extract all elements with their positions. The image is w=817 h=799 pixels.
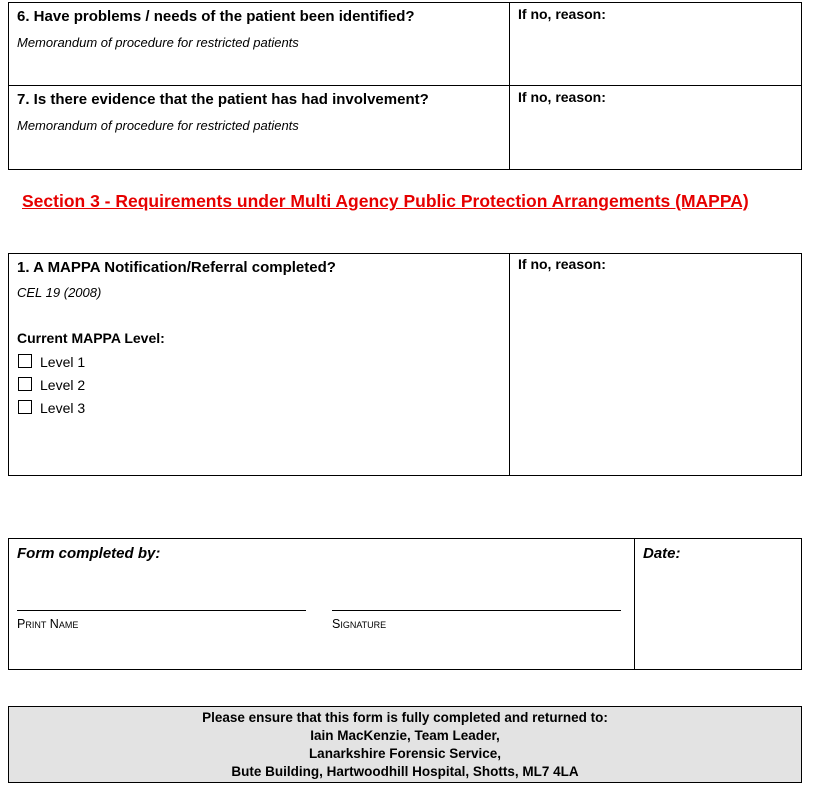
signature-line[interactable] bbox=[332, 610, 621, 611]
footer-instruction: Please ensure that this form is fully completed and returned to: bbox=[202, 710, 608, 725]
question-7-text: 7. Is there evidence that the patient has had involvement? bbox=[17, 91, 429, 108]
print-name-line[interactable] bbox=[17, 610, 306, 611]
mappa-question-box bbox=[8, 253, 802, 476]
mappa-level-label: Current MAPPA Level: bbox=[17, 330, 165, 346]
footer-service: Lanarkshire Forensic Service, bbox=[308, 746, 502, 761]
question-7-reference: Memorandum of procedure for restricted patients bbox=[17, 118, 299, 133]
completion-divider bbox=[634, 538, 635, 670]
form-completed-by-label: Form completed by: bbox=[17, 545, 161, 562]
print-name-caption: Print Name bbox=[17, 617, 79, 631]
question-7-divider bbox=[509, 85, 510, 170]
date-label[interactable]: Date: bbox=[643, 545, 681, 562]
signature-caption: Signature bbox=[332, 617, 387, 631]
level-3-label: Level 3 bbox=[40, 400, 86, 416]
mappa-reason-label[interactable]: If no, reason: bbox=[518, 256, 606, 272]
level-2-checkbox[interactable] bbox=[18, 377, 32, 391]
question-7-reason-label[interactable]: If no, reason: bbox=[518, 89, 606, 105]
mappa-reference: CEL 19 (2008) bbox=[17, 285, 102, 300]
question-6-reason-label[interactable]: If no, reason: bbox=[518, 6, 606, 22]
section-3-title: Section 3 - Requirements under Multi Agency Public Protection Arrangements (MAPPA) bbox=[22, 191, 749, 211]
question-6-text: 6. Have problems / needs of the patient been identified? bbox=[17, 8, 415, 25]
question-6-divider bbox=[509, 2, 510, 86]
question-6-reference: Memorandum of procedure for restricted patients bbox=[17, 35, 299, 50]
level-3-checkbox[interactable] bbox=[18, 400, 32, 414]
return-address-footer bbox=[8, 706, 802, 783]
mappa-question-divider bbox=[509, 253, 510, 476]
footer-contact-name: Iain MacKenzie, Team Leader, bbox=[310, 728, 500, 743]
level-1-checkbox[interactable] bbox=[18, 354, 32, 368]
level-1-label: Level 1 bbox=[40, 354, 86, 370]
mappa-question-text: 1. A MAPPA Notification/Referral completed? bbox=[17, 259, 336, 276]
level-2-label: Level 2 bbox=[40, 377, 86, 393]
footer-address: Bute Building, Hartwoodhill Hospital, Shotts, ML7 4LA bbox=[231, 764, 579, 779]
